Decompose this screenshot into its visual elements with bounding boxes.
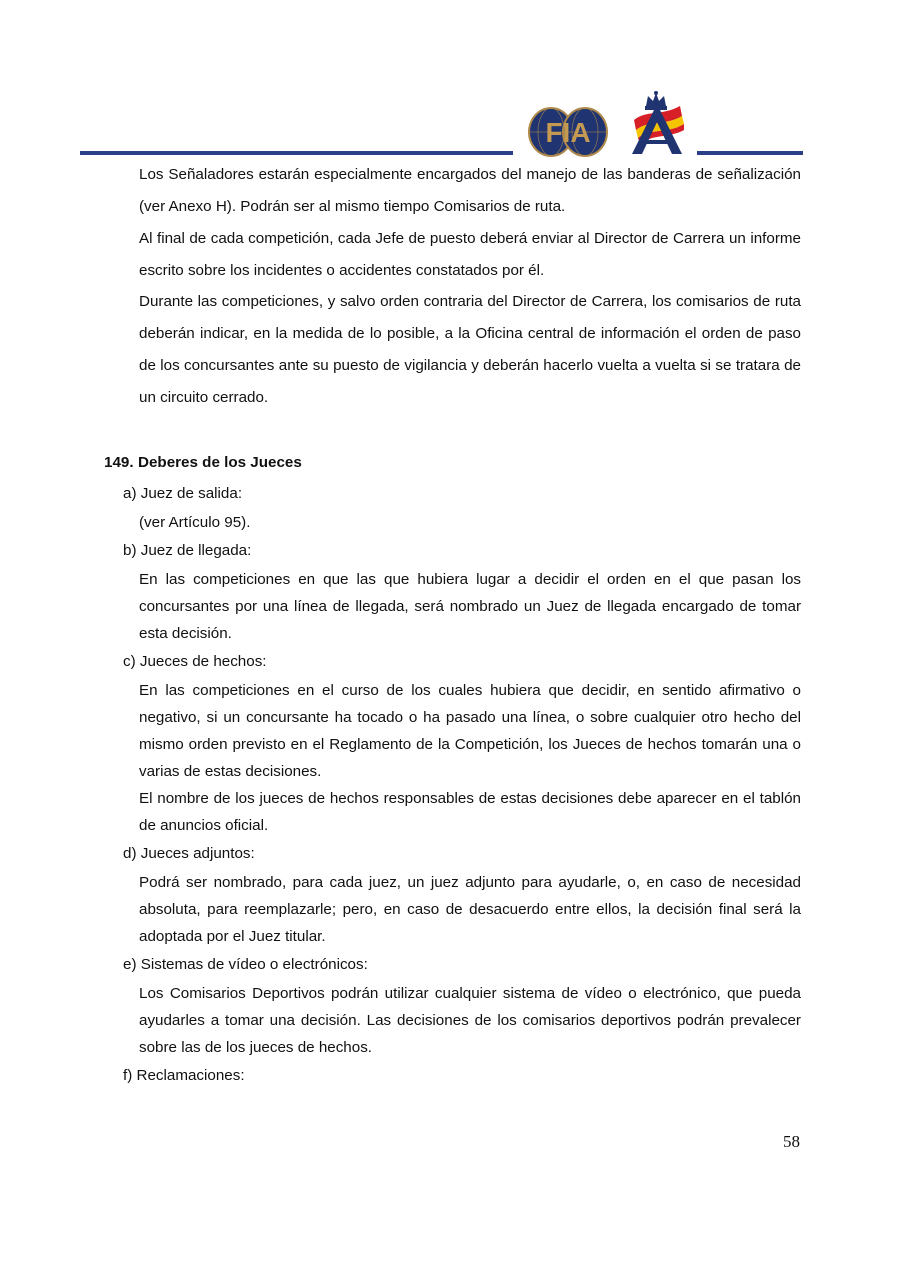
item-paragraph-b: En las competiciones en que las que hubiera lugar a decidir el orden en el que pasan los concursantes por una línea de llegada, será nombrado un Juez de llegada encargado de tomar esta decisión. <box>139 571 801 642</box>
fia-logo-icon <box>528 106 608 158</box>
header-rule-left <box>80 151 513 155</box>
intro-paragraph: Durante las competiciones, y salvo orden contraria del Director de Carrera, los comisarios de ruta deberán indicar, en la medida de lo posible, a la Oficina central de información el orden de paso de los concursantes ante su puesto de vigilancia y deberán hacerlo vuelta a vuelta si se tratara de un circuito cerrado. <box>139 293 801 406</box>
intro-paragraph: Al final de cada competición, cada Jefe de puesto deberá enviar al Director de Carrera un informe escrito sobre los incidentes o accidentes constatados por él. <box>139 230 801 279</box>
section-title: Deberes de los Jueces <box>138 454 302 471</box>
item-paragraph-e: Los Comisarios Deportivos podrán utilizar cualquier sistema de vídeo o electrónico, que pueda ayudarles a tomar una decisión. Las decisiones de los comisarios deportivos podrán prevalecer sobre las de los jueces de hechos. <box>139 985 801 1056</box>
intro-paragraph: Los Señaladores estarán especialmente encargados del manejo de las banderas de señalización (ver Anexo H). Podrán ser al mismo tiempo Comisarios de ruta. <box>139 166 801 215</box>
item-paragraph-c2: El nombre de los jueces de hechos responsables de estas decisiones debe aparecer en el tablón de anuncios oficial. <box>139 790 801 834</box>
item-label-d: d) Jueces adjuntos: <box>123 845 255 862</box>
section-heading <box>104 450 302 476</box>
header-rule-right <box>697 151 803 155</box>
rfea-crown-logo-icon <box>624 90 688 156</box>
page-number: 58 <box>783 1132 800 1151</box>
item-label-f: f) Reclamaciones: <box>123 1067 245 1084</box>
section-number: 149. <box>104 454 134 471</box>
item-label-a: a) Juez de salida: <box>123 485 243 502</box>
fia-logo-text: FIA <box>545 117 591 148</box>
item-label-c: c) Jueces de hechos: <box>123 653 267 670</box>
item-paragraph-d: Podrá ser nombrado, para cada juez, un juez adjunto para ayudarle, o, en caso de necesidad absoluta, para reemplazarle; pero, en caso de desacuerdo entre ellos, la decisión final será la adoptada por el Juez titular. <box>139 874 801 945</box>
item-paragraph-c1: En las competiciones en el curso de los cuales hubiera que decidir, en sentido afirmativo o negativo, si un concursante ha tocado o ha pasado una línea, o sobre cualquier otro hecho del mismo orden previsto en el Reglamento de la Competición, los Jueces de hechos tomarán una o varias de estas decisiones. <box>139 682 801 780</box>
item-paragraph-a: (ver Artículo 95). <box>139 514 251 531</box>
item-label-b: b) Juez de llegada: <box>123 542 252 559</box>
item-label-e: e) Sistemas de vídeo o electrónicos: <box>123 956 368 973</box>
